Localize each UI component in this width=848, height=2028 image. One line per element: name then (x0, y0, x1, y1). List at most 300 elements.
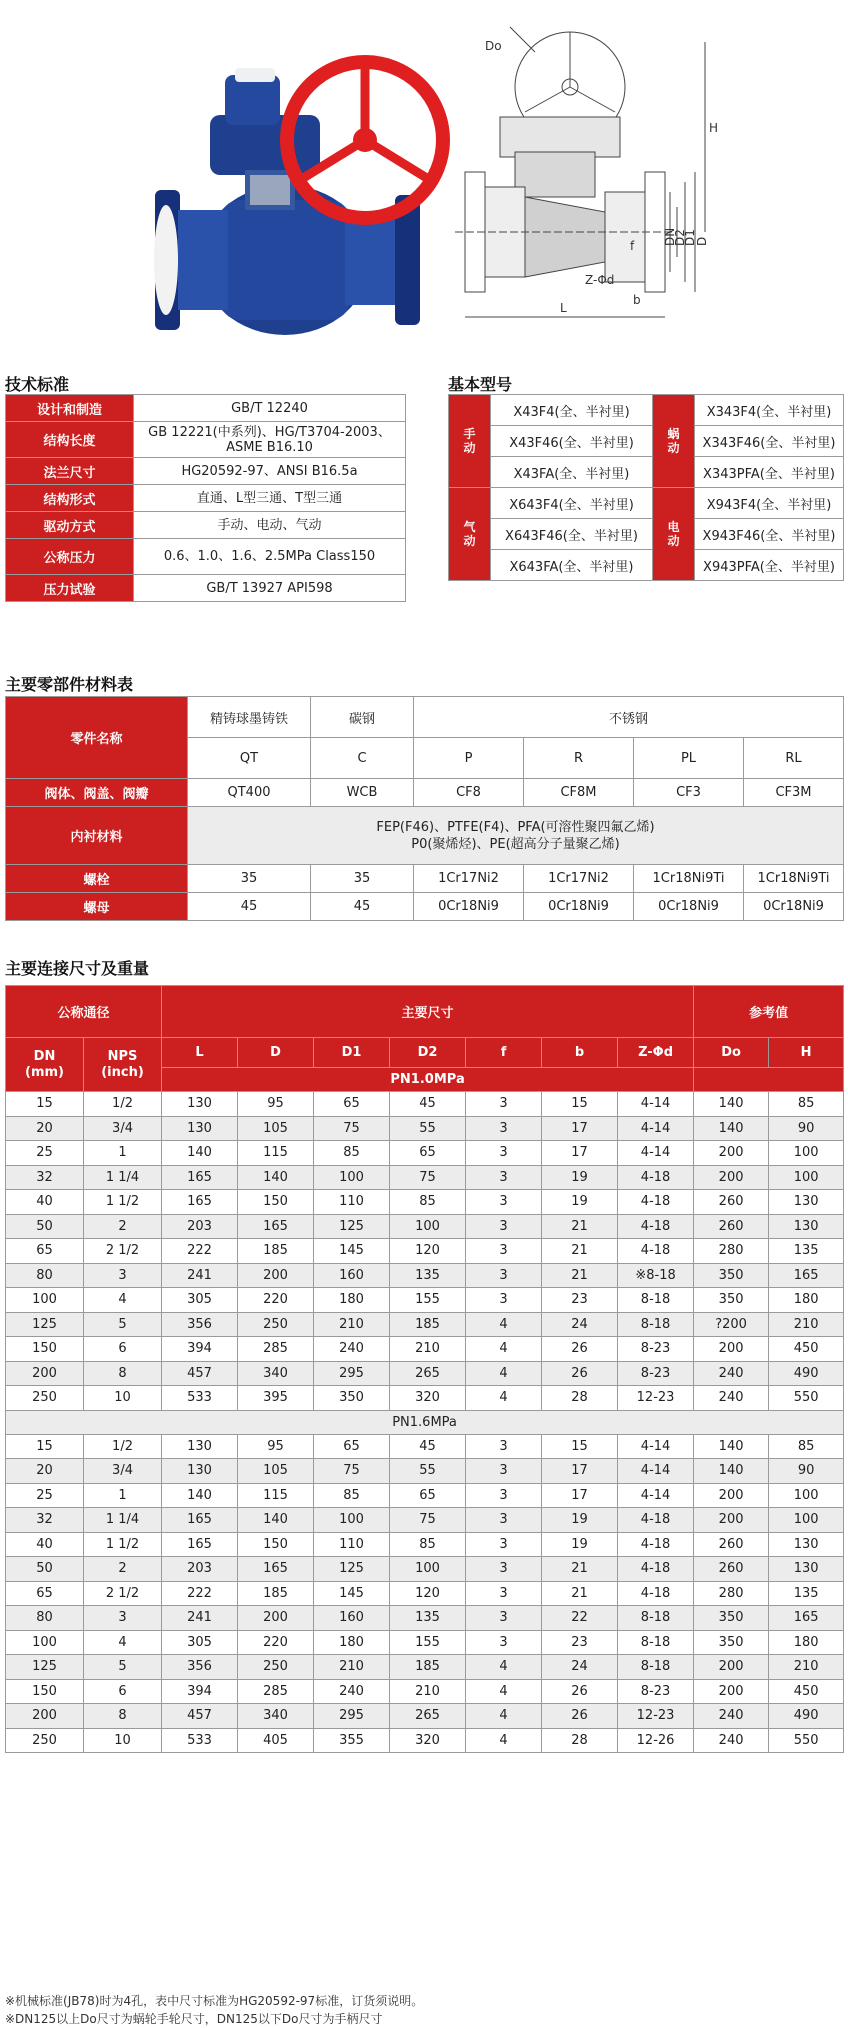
table-row (6, 1508, 844, 1533)
dim-col-header: L (162, 1038, 238, 1068)
dim-cell: 4 (466, 1361, 542, 1386)
dim-cell: 265 (390, 1361, 466, 1386)
dim-cell: 21 (542, 1214, 618, 1239)
dim-cell: 21 (542, 1239, 618, 1264)
dim-cell: 4 (466, 1337, 542, 1362)
dim-cell: 85 (769, 1434, 844, 1459)
dim-cell: 100 (314, 1508, 390, 1533)
table-row (6, 1483, 844, 1508)
d-label: D (695, 236, 709, 246)
model-row (449, 550, 844, 581)
dn-header-text: DN (33, 1048, 56, 1064)
dim-cell: 4-14 (618, 1434, 694, 1459)
dim-cell: 155 (390, 1630, 466, 1655)
dim-cell: 210 (390, 1337, 466, 1362)
material-value: 1Cr18Ni9Ti (744, 865, 844, 893)
dim-cell: 4-14 (618, 1483, 694, 1508)
tech-label: 设计和制造 (6, 395, 134, 422)
dn-cell: 200 (6, 1704, 84, 1729)
dim-cell: 220 (238, 1630, 314, 1655)
dim-cell: 3 (466, 1581, 542, 1606)
tech-label: 公称压力 (6, 539, 134, 575)
body-row-label: 阀体、阀盖、阀瓣 (6, 779, 188, 807)
dim-cell: 4-18 (618, 1508, 694, 1533)
dim-cell: 241 (162, 1263, 238, 1288)
model-name: X43F46(全、半衬里) (491, 426, 653, 457)
dim-cell: 8-18 (618, 1288, 694, 1313)
table-row (6, 1092, 844, 1117)
dim-cell: 295 (314, 1704, 390, 1729)
nps-cell: 1 (84, 1141, 162, 1166)
dim-cell: 240 (314, 1337, 390, 1362)
dn-cell: 25 (6, 1483, 84, 1508)
dim-cell: 533 (162, 1386, 238, 1411)
tech-value: HG20592-97、ANSI B16.5a (134, 458, 406, 485)
dim-cell: 165 (238, 1557, 314, 1582)
dim-cell: 394 (162, 1337, 238, 1362)
dim-cell: 125 (314, 1214, 390, 1239)
dim-cell: 200 (238, 1606, 314, 1631)
dim-cell: 85 (314, 1141, 390, 1166)
dim-cell: 405 (238, 1728, 314, 1753)
dim-cell: 75 (390, 1508, 466, 1533)
lining-value (188, 807, 844, 865)
tech-value: 手动、电动、气动 (134, 512, 406, 539)
nps-cell: 8 (84, 1704, 162, 1729)
dim-cell: 85 (314, 1483, 390, 1508)
dim-cell: 26 (542, 1679, 618, 1704)
dim-cell: 65 (390, 1483, 466, 1508)
table-row (6, 1190, 844, 1215)
model-name-2: X343F46(全、半衬里) (695, 426, 844, 457)
pn10-ref-blank (694, 1068, 844, 1092)
dim-col-header: H (769, 1038, 844, 1068)
dim-cell: 3 (466, 1141, 542, 1166)
dn-cell: 32 (6, 1165, 84, 1190)
nps-cell: 1 1/4 (84, 1165, 162, 1190)
dn-label: DN (663, 227, 677, 246)
dim-cell: 3 (466, 1459, 542, 1484)
dim-cell: 85 (390, 1190, 466, 1215)
dim-cell: 140 (162, 1483, 238, 1508)
d1-label: D1 (683, 229, 697, 246)
dim-cell: 350 (694, 1288, 769, 1313)
tech-value: 0.6、1.0、1.6、2.5MPa Class150 (134, 539, 406, 575)
ref-header: 参考值 (694, 986, 844, 1038)
nps-cell: 5 (84, 1655, 162, 1680)
dim-cell: 4 (466, 1655, 542, 1680)
dim-col-header: b (542, 1038, 618, 1068)
dim-cell: 490 (769, 1361, 844, 1386)
dim-cell: 85 (390, 1532, 466, 1557)
dim-cell: 280 (694, 1581, 769, 1606)
table-row (6, 1557, 844, 1582)
dim-cell: 26 (542, 1337, 618, 1362)
dim-cell: 3 (466, 1434, 542, 1459)
dim-cell: 19 (542, 1532, 618, 1557)
dim-cell: 340 (238, 1361, 314, 1386)
dim-cell: 241 (162, 1606, 238, 1631)
dim-cell: 165 (238, 1214, 314, 1239)
dim-cell: 28 (542, 1386, 618, 1411)
nps-cell: 8 (84, 1361, 162, 1386)
dim-cell: 240 (694, 1361, 769, 1386)
dim-cell: 200 (694, 1337, 769, 1362)
dim-cell: 105 (238, 1116, 314, 1141)
dim-col-header: Do (694, 1038, 769, 1068)
lining-line1: FEP(F46)、PTFE(F4)、PFA(可溶性聚四氟乙烯) (376, 819, 655, 835)
dim-cell: 115 (238, 1483, 314, 1508)
carbon-header: 碳钢 (311, 697, 414, 738)
dim-cell: 135 (769, 1581, 844, 1606)
table-row (6, 1655, 844, 1680)
dim-cell: 65 (390, 1141, 466, 1166)
table-row (6, 1679, 844, 1704)
dim-cell: 3 (466, 1092, 542, 1117)
dim-cell: 210 (314, 1312, 390, 1337)
dim-cell: 4-14 (618, 1141, 694, 1166)
dim-cell: 23 (542, 1288, 618, 1313)
dim-cell: 350 (694, 1606, 769, 1631)
dim-cell: 185 (390, 1655, 466, 1680)
dimension-title: 主要连接尺寸及重量 (5, 959, 150, 978)
dim-cell: 100 (769, 1141, 844, 1166)
dn-cell: 250 (6, 1728, 84, 1753)
dim-cell: 356 (162, 1312, 238, 1337)
nps-header-text: NPS (107, 1048, 138, 1064)
table-row (6, 1728, 844, 1753)
dim-cell: 550 (769, 1728, 844, 1753)
model-row (449, 519, 844, 550)
dim-cell: 200 (694, 1141, 769, 1166)
tech-row (6, 485, 406, 512)
dim-cell: 240 (314, 1679, 390, 1704)
dim-cell: 130 (162, 1116, 238, 1141)
dim-cell: 8-23 (618, 1361, 694, 1386)
dim-cell: 4-14 (618, 1092, 694, 1117)
dim-cell: 4-14 (618, 1116, 694, 1141)
nps-cell: 1 1/4 (84, 1508, 162, 1533)
material-code: R (524, 738, 634, 779)
dim-cell: 550 (769, 1386, 844, 1411)
material-value: 45 (311, 893, 414, 921)
dim-cell: 8-18 (618, 1655, 694, 1680)
l-label: L (560, 301, 567, 315)
dim-cell: 4-18 (618, 1239, 694, 1264)
dn-header-unit: (mm) (25, 1064, 64, 1080)
dim-cell: 120 (390, 1239, 466, 1264)
dim-cell: 115 (238, 1141, 314, 1166)
dn-cell: 65 (6, 1581, 84, 1606)
dim-cell: 250 (238, 1312, 314, 1337)
dim-cell: 165 (769, 1263, 844, 1288)
dn-cell: 50 (6, 1557, 84, 1582)
table-row (6, 1581, 844, 1606)
dim-col-header: D (238, 1038, 314, 1068)
nps-cell: 6 (84, 1337, 162, 1362)
dim-cell: 450 (769, 1337, 844, 1362)
material-value: 35 (188, 865, 311, 893)
table-row (6, 1532, 844, 1557)
dim-cell: 185 (238, 1239, 314, 1264)
tech-value: GB 12221(中系列)、HG/T3704-2003、ASME B16.10 (134, 422, 406, 458)
dim-col-header: Z-Φd (618, 1038, 694, 1068)
dim-cell: 350 (694, 1630, 769, 1655)
dim-cell: 150 (238, 1190, 314, 1215)
nps-cell: 10 (84, 1728, 162, 1753)
table-row (6, 1165, 844, 1190)
dim-cell: 200 (238, 1263, 314, 1288)
zd-label: Z-Φd (585, 273, 615, 287)
dim-cell: 200 (694, 1508, 769, 1533)
dim-cell: 28 (542, 1728, 618, 1753)
dim-cell: 75 (390, 1165, 466, 1190)
dim-cell: 165 (769, 1606, 844, 1631)
dim-cell: 285 (238, 1337, 314, 1362)
model-name: X643FA(全、半衬里) (491, 550, 653, 581)
table-row (6, 1337, 844, 1362)
dim-cell: 4 (466, 1679, 542, 1704)
tech-label: 结构形式 (6, 485, 134, 512)
dim-cell: 19 (542, 1190, 618, 1215)
dim-cell: 90 (769, 1459, 844, 1484)
dn-cell: 15 (6, 1092, 84, 1117)
dim-cell: 394 (162, 1679, 238, 1704)
table-row (6, 1214, 844, 1239)
material-value: CF8M (524, 779, 634, 807)
nps-cell: 3/4 (84, 1116, 162, 1141)
nps-cell: 1 1/2 (84, 1190, 162, 1215)
dim-cell: 285 (238, 1679, 314, 1704)
dim-cell: 203 (162, 1557, 238, 1582)
dim-cell: 210 (390, 1679, 466, 1704)
model-name-2: X343F4(全、半衬里) (695, 395, 844, 426)
dim-cell: 95 (238, 1434, 314, 1459)
dim-cell: 55 (390, 1116, 466, 1141)
dim-cell: 3 (466, 1606, 542, 1631)
h-label: H (709, 121, 719, 135)
dim-cell: 8-18 (618, 1630, 694, 1655)
material-value: CF8 (414, 779, 524, 807)
dim-cell: 180 (769, 1630, 844, 1655)
note-2: ※DN125以上Do尺寸为蜗轮手轮尺寸，DN125以下Do尺寸为手柄尺寸 (5, 2012, 383, 2026)
table-row (6, 1239, 844, 1264)
dim-cell: 3 (466, 1557, 542, 1582)
dim-cell: 457 (162, 1361, 238, 1386)
model-row (449, 395, 844, 426)
dn-cell: 80 (6, 1263, 84, 1288)
dim-cell: 140 (694, 1434, 769, 1459)
tech-row (6, 575, 406, 602)
nps-cell: 1 (84, 1483, 162, 1508)
dn-cell: 125 (6, 1312, 84, 1337)
dim-cell: 140 (238, 1165, 314, 1190)
tech-label: 压力试验 (6, 575, 134, 602)
dim-cell: 110 (314, 1190, 390, 1215)
dim-cell: 210 (314, 1655, 390, 1680)
table-row (6, 1459, 844, 1484)
dim-cell: 140 (694, 1459, 769, 1484)
nps-cell: 2 (84, 1557, 162, 1582)
dim-cell: 180 (769, 1288, 844, 1313)
dn-cell: 200 (6, 1361, 84, 1386)
dim-cell: 130 (769, 1557, 844, 1582)
dim-cell: 85 (769, 1092, 844, 1117)
table-row (6, 1116, 844, 1141)
table-row (6, 1606, 844, 1631)
dim-cell: 65 (314, 1092, 390, 1117)
do-label: Do (485, 39, 502, 53)
dim-cell: 490 (769, 1704, 844, 1729)
d2-label: D2 (673, 229, 687, 246)
model-name: X643F4(全、半衬里) (491, 488, 653, 519)
dim-cell: 265 (390, 1704, 466, 1729)
dim-cell: 145 (314, 1581, 390, 1606)
material-code: PL (634, 738, 744, 779)
dim-cell: 90 (769, 1116, 844, 1141)
pn16-row (6, 1410, 844, 1434)
dim-cell: 3 (466, 1165, 542, 1190)
tech-row (6, 539, 406, 575)
dim-cell: 130 (769, 1214, 844, 1239)
valve-photo (150, 30, 460, 350)
nps-cell: 5 (84, 1312, 162, 1337)
dim-cell: 135 (390, 1263, 466, 1288)
material-title: 主要零部件材料表 (5, 675, 134, 694)
dim-cell: 320 (390, 1728, 466, 1753)
dim-cell: 21 (542, 1557, 618, 1582)
nps-cell: 10 (84, 1386, 162, 1411)
model-name-2: X343PFA(全、半衬里) (695, 457, 844, 488)
dim-cell: 22 (542, 1606, 618, 1631)
nps-cell: 2 (84, 1214, 162, 1239)
dim-cell: 135 (390, 1606, 466, 1631)
dim-cell: 200 (694, 1655, 769, 1680)
dim-cell: 24 (542, 1655, 618, 1680)
dn-cell: 65 (6, 1239, 84, 1264)
dim-cell: 120 (390, 1581, 466, 1606)
dim-cell: 12-23 (618, 1704, 694, 1729)
dim-cell: 150 (238, 1532, 314, 1557)
model-name: X43F4(全、半衬里) (491, 395, 653, 426)
dim-cell: 100 (769, 1165, 844, 1190)
dim-cell: 135 (769, 1239, 844, 1264)
dim-cell: 165 (162, 1190, 238, 1215)
dim-cell: ※8-18 (618, 1263, 694, 1288)
nps-cell: 2 1/2 (84, 1239, 162, 1264)
dim-cell: 3 (466, 1239, 542, 1264)
dim-cell: 3 (466, 1288, 542, 1313)
lining-line2: P0(聚烯烃)、PE(超高分子量聚乙烯) (411, 836, 620, 852)
dim-cell: 45 (390, 1092, 466, 1117)
dimension-table (5, 985, 844, 1753)
dim-cell: 250 (238, 1655, 314, 1680)
nps-cell: 3 (84, 1263, 162, 1288)
material-code: P (414, 738, 524, 779)
dim-cell: 4 (466, 1312, 542, 1337)
dim-cell: 185 (238, 1581, 314, 1606)
tech-label: 法兰尺寸 (6, 458, 134, 485)
dim-cell: 17 (542, 1116, 618, 1141)
ductile-header: 精铸球墨铸铁 (188, 697, 311, 738)
model-row (449, 426, 844, 457)
dim-cell: 55 (390, 1459, 466, 1484)
dim-cell: 130 (162, 1459, 238, 1484)
model-row (449, 488, 844, 519)
model-name-2: X943F4(全、半衬里) (695, 488, 844, 519)
dim-cell: 280 (694, 1239, 769, 1264)
material-value: 0Cr18Ni9 (744, 893, 844, 921)
dim-cell: 75 (314, 1459, 390, 1484)
dim-cell: 23 (542, 1630, 618, 1655)
dn-cell: 150 (6, 1679, 84, 1704)
nps-cell: 3/4 (84, 1459, 162, 1484)
dn-cell: 125 (6, 1655, 84, 1680)
b-label: b (633, 293, 641, 307)
dim-cell: 130 (162, 1434, 238, 1459)
model-name: X43FA(全、半衬里) (491, 457, 653, 488)
dim-cell: 200 (694, 1679, 769, 1704)
dim-cell: 260 (694, 1557, 769, 1582)
material-value: 0Cr18Ni9 (634, 893, 744, 921)
dim-cell: 12-23 (618, 1386, 694, 1411)
dim-cell: 140 (162, 1141, 238, 1166)
dim-cell: 4-18 (618, 1581, 694, 1606)
dim-cell: 15 (542, 1092, 618, 1117)
model-group-label: 气 动 (449, 488, 491, 581)
dim-cell: ?200 (694, 1312, 769, 1337)
material-code: RL (744, 738, 844, 779)
dim-cell: 180 (314, 1288, 390, 1313)
dim-cell: 15 (542, 1434, 618, 1459)
dim-cell: 26 (542, 1704, 618, 1729)
dim-cell: 295 (314, 1361, 390, 1386)
dim-cell: 3 (466, 1116, 542, 1141)
dim-cell: 4 (466, 1728, 542, 1753)
model-group-label: 手 动 (449, 395, 491, 488)
dim-col-header: D1 (314, 1038, 390, 1068)
f-label: f (630, 239, 635, 253)
dim-cell: 21 (542, 1263, 618, 1288)
dim-cell: 200 (694, 1483, 769, 1508)
part-name-header: 零件名称 (6, 697, 188, 779)
dim-cell: 100 (769, 1483, 844, 1508)
dim-cell: 155 (390, 1288, 466, 1313)
model-title: 基本型号 (448, 375, 513, 394)
dn-cell: 250 (6, 1386, 84, 1411)
material-value: 1Cr17Ni2 (524, 865, 634, 893)
dim-cell: 165 (162, 1532, 238, 1557)
material-value: 1Cr18Ni9Ti (634, 865, 744, 893)
dim-cell: 3 (466, 1190, 542, 1215)
material-value: 35 (311, 865, 414, 893)
dim-cell: 17 (542, 1141, 618, 1166)
tech-label: 驱动方式 (6, 512, 134, 539)
nut-row-label: 螺母 (6, 893, 188, 921)
dim-cell: 95 (238, 1092, 314, 1117)
material-value: CF3 (634, 779, 744, 807)
dim-cell: 260 (694, 1190, 769, 1215)
dim-col-header: D2 (390, 1038, 466, 1068)
model-group-label-2: 蜗 动 (653, 395, 695, 488)
dim-cell: 19 (542, 1165, 618, 1190)
model-group-label-2: 电 动 (653, 488, 695, 581)
dim-cell: 4 (466, 1704, 542, 1729)
dn-cell: 20 (6, 1116, 84, 1141)
nps-cell: 4 (84, 1288, 162, 1313)
dim-cell: 45 (390, 1434, 466, 1459)
material-value: 0Cr18Ni9 (414, 893, 524, 921)
